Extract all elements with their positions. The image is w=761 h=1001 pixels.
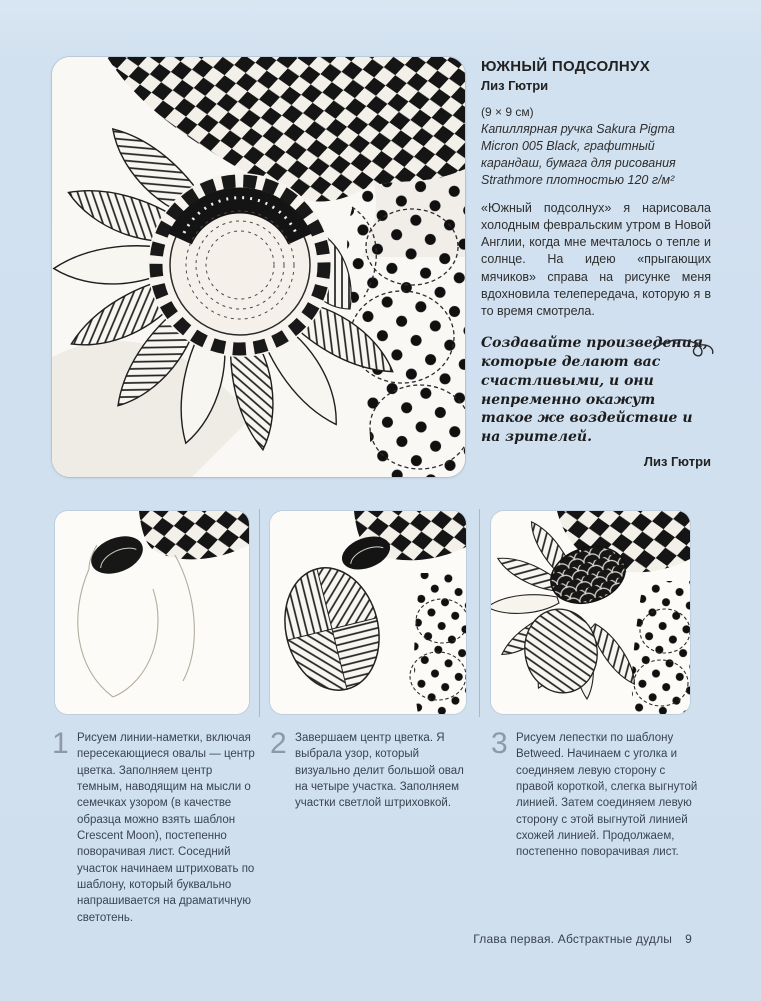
article-author: Лиз Гютри [481,78,549,93]
page-footer [473,932,692,946]
main-artwork-image [52,57,465,477]
footer-chapter-title: Глава первая. Абстрактные дудлы [473,932,673,946]
step-text: Завершаем центр цветка. Я выбрала узор, который визуально делит большой овал на четыре участка. Заполняем участки светлой штриховкой. [295,732,464,810]
flourish-icon [651,334,717,358]
article-text-column [481,58,711,469]
artwork-description: «Южный подсолнух» я нарисовала холодным февральским утром в Новой Англии, когда мне мечталось о тепле и солнце. На идею «прыгающих мячиков» справа на рисунке меня вдохновила телепередача, которую я в то время смотрела. [481,200,711,318]
artwork-materials: Капиллярная ручка Sakura Pigma Micron 005 Black, графитный карандаш, бумага для рисования Strathmore плотностью 120 г/м² [481,122,676,187]
step-2-image [270,511,466,714]
step-text: Рисуем линии-наметки, включая пересекающиеся овалы — центр цветка. Заполняем центр темным, наводящим на мысли о семечках узором (в качестве образца можно взять шаблон Crescent Moon), постепенно поворачивая лист. Соседний участок начинаем штриховать по шаблону, который буквально напрашивается на драматичную светотень. [77,732,255,924]
step-1-image [55,511,249,714]
step-1-drawing [55,511,249,714]
pull-quote [481,334,711,447]
quote-author: Лиз Гютри [643,453,711,469]
column-divider [479,509,480,717]
column-divider [259,509,260,717]
step-3-drawing [491,511,690,714]
step-number: 3 [491,727,508,760]
step-text: Рисуем лепестки по шаблону Betweed. Начинаем с уголка и соединяем левую сторону с правой короткой, слегка выгнутой линией. Затем соединяем левую сторону с этой выгнутой линией схожей линией. Продолжаем, постепенно поворачивая лист. [516,732,698,859]
step-number: 1 [52,727,69,760]
pull-quote-text: Создавайте произведения, которые делают вас счастливыми, и они непременно окажут такое же воздействие и на зрителей. [481,335,708,445]
step-number: 2 [270,727,287,760]
step-2-drawing [270,511,466,714]
main-artwork [52,57,465,477]
step-3 [491,727,699,861]
step-1 [52,727,256,926]
page-number: 9 [685,932,692,946]
step-3-image [491,511,690,714]
step-2 [270,727,472,812]
artwork-dimensions: (9 × 9 см) [481,105,534,119]
article-title: ЮЖНЫЙ ПОДСОЛНУХ [481,58,651,75]
